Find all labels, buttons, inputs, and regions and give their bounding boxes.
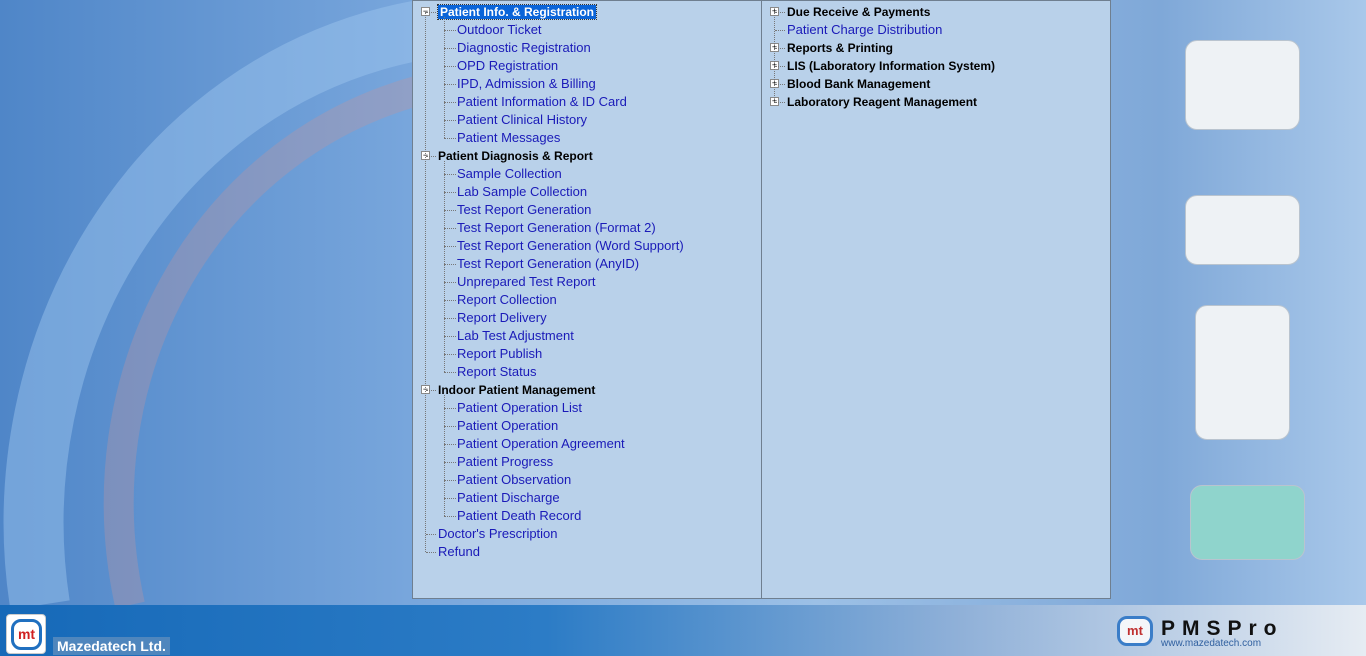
- tree-connector: [444, 30, 456, 31]
- tree-connector: [444, 210, 456, 211]
- tree-connector: [775, 30, 785, 31]
- menu-label: Indoor Patient Management: [438, 383, 596, 397]
- menu-item-patient-operation-agreement[interactable]: Patient Operation Agreement: [457, 436, 625, 451]
- company-name: Mazedatech Ltd.: [53, 637, 170, 655]
- tree-connector: [426, 156, 436, 157]
- menu-label: Patient Diagnosis & Report: [438, 149, 593, 163]
- menu-item-outdoor-ticket[interactable]: Outdoor Ticket: [457, 22, 542, 37]
- menu-label: Due Receive & Payments: [787, 5, 931, 19]
- menu-item-test-report-generation-format-2[interactable]: Test Report Generation (Format 2): [457, 220, 656, 235]
- tree-connector: [444, 120, 456, 121]
- menu-item-ipd-admission-billing[interactable]: IPD, Admission & Billing: [457, 76, 596, 91]
- menu-item-patient-progress[interactable]: Patient Progress: [457, 454, 554, 469]
- menu-item-patient-information-id-card[interactable]: Patient Information & ID Card: [457, 94, 627, 109]
- blood-sample-image: [1190, 485, 1305, 560]
- company-logo: mt: [6, 614, 46, 654]
- menu-label: Laboratory Reagent Management: [787, 95, 978, 109]
- menu-item-report-collection[interactable]: Report Collection: [457, 292, 557, 307]
- menu-blood-bank-management[interactable]: [787, 75, 930, 93]
- menu-label: Reports & Printing: [787, 41, 894, 55]
- tree-connector: [444, 480, 456, 481]
- tree-connector: [444, 444, 456, 445]
- menu-item-patient-clinical-history[interactable]: Patient Clinical History: [457, 112, 588, 127]
- tree-connector: [444, 426, 456, 427]
- tree-connector: [444, 408, 456, 409]
- menu-label: LIS (Laboratory Information System): [787, 59, 996, 73]
- tree-connector: [444, 516, 456, 517]
- mri-scanner-image: [1185, 195, 1300, 265]
- menu-item-report-publish[interactable]: Report Publish: [457, 346, 543, 361]
- tree-connector: [444, 336, 456, 337]
- menu-refund[interactable]: [438, 543, 480, 561]
- menu-label: Blood Bank Management: [787, 77, 931, 91]
- tree-connector: [426, 552, 436, 553]
- tree-connector: [426, 390, 436, 391]
- ultrasound-machine-image: [1195, 305, 1290, 440]
- menu-lis-laboratory-information-system[interactable]: [787, 57, 995, 75]
- expand-toggle-icon[interactable]: +: [771, 96, 778, 106]
- tree-connector: [426, 534, 436, 535]
- expand-toggle-icon[interactable]: +: [771, 78, 778, 88]
- tree-connector: [444, 138, 456, 139]
- tree-connector: [444, 300, 456, 301]
- right-menu-tree: [761, 0, 1111, 599]
- menu-label: Patient Info. & Registration: [440, 5, 595, 19]
- menu-laboratory-reagent-management[interactable]: [787, 93, 977, 111]
- tree-connector: [444, 264, 456, 265]
- menu-label: Doctor's Prescription: [438, 526, 558, 541]
- tree-connector: [444, 228, 456, 229]
- tree-connector: [775, 48, 785, 49]
- tree-connector: [444, 395, 445, 516]
- menu-item-report-delivery[interactable]: Report Delivery: [457, 310, 547, 325]
- tree-connector: [775, 84, 785, 85]
- menu-item-sample-collection[interactable]: Sample Collection: [457, 166, 562, 181]
- tree-connector: [444, 48, 456, 49]
- product-logo: mt: [1117, 616, 1153, 646]
- menu-item-diagnostic-registration[interactable]: Diagnostic Registration: [457, 40, 591, 55]
- menu-item-lab-sample-collection[interactable]: Lab Sample Collection: [457, 184, 588, 199]
- collapse-toggle-icon[interactable]: −: [422, 6, 429, 16]
- tree-connector: [444, 372, 456, 373]
- menu-indoor-patient-management[interactable]: [438, 381, 595, 399]
- menu-item-patient-messages[interactable]: Patient Messages: [457, 130, 561, 145]
- expand-toggle-icon[interactable]: +: [771, 60, 778, 70]
- menu-item-patient-observation[interactable]: Patient Observation: [457, 472, 572, 487]
- tree-connector: [444, 354, 456, 355]
- menu-patient-info-registration[interactable]: [438, 3, 596, 21]
- menu-patient-charge-distribution[interactable]: [787, 21, 942, 39]
- tree-connector: [425, 12, 426, 552]
- tree-connector: [426, 12, 436, 13]
- menu-item-test-report-generation-anyid[interactable]: Test Report Generation (AnyID): [457, 256, 640, 271]
- menu-label: Refund: [438, 544, 480, 559]
- tree-connector: [444, 318, 456, 319]
- menu-item-patient-operation[interactable]: Patient Operation: [457, 418, 559, 433]
- company-url: www.mazedatech.com: [1161, 638, 1262, 649]
- tree-connector: [444, 84, 456, 85]
- menu-item-opd-registration[interactable]: OPD Registration: [457, 58, 559, 73]
- menu-patient-diagnosis-report[interactable]: [438, 147, 593, 165]
- product-name: PMSPro: [1161, 617, 1284, 640]
- footer-bar: [0, 605, 1366, 656]
- collapse-toggle-icon[interactable]: −: [422, 384, 429, 394]
- tree-connector: [444, 66, 456, 67]
- tree-connector: [444, 498, 456, 499]
- menu-item-test-report-generation[interactable]: Test Report Generation: [457, 202, 592, 217]
- menu-reports-printing[interactable]: [787, 39, 893, 57]
- menu-item-test-report-generation-word-support[interactable]: Test Report Generation (Word Support): [457, 238, 684, 253]
- menu-item-patient-discharge[interactable]: Patient Discharge: [457, 490, 560, 505]
- menu-item-report-status[interactable]: Report Status: [457, 364, 537, 379]
- expand-toggle-icon[interactable]: +: [771, 6, 778, 16]
- menu-item-lab-test-adjustment[interactable]: Lab Test Adjustment: [457, 328, 574, 343]
- tree-connector: [444, 102, 456, 103]
- tree-connector: [775, 12, 785, 13]
- tree-connector: [774, 12, 775, 102]
- tree-connector: [775, 66, 785, 67]
- menu-label: Patient Charge Distribution: [787, 22, 943, 37]
- menu-due-receive-payments[interactable]: [787, 3, 930, 21]
- tree-connector: [444, 17, 445, 138]
- tree-connector: [444, 192, 456, 193]
- menu-item-patient-death-record[interactable]: Patient Death Record: [457, 508, 582, 523]
- ct-scanner-image: [1185, 40, 1300, 130]
- tree-connector: [444, 246, 456, 247]
- tree-connector: [444, 462, 456, 463]
- tree-connector: [444, 282, 456, 283]
- expand-toggle-icon[interactable]: +: [771, 42, 778, 52]
- menu-item-unprepared-test-report[interactable]: Unprepared Test Report: [457, 274, 596, 289]
- tree-connector: [444, 174, 456, 175]
- collapse-toggle-icon[interactable]: −: [422, 150, 429, 160]
- tree-connector: [444, 161, 445, 372]
- menu-doctor-s-prescription[interactable]: [438, 525, 558, 543]
- menu-item-patient-operation-list[interactable]: Patient Operation List: [457, 400, 583, 415]
- tree-connector: [775, 102, 785, 103]
- left-menu-tree: [412, 0, 762, 599]
